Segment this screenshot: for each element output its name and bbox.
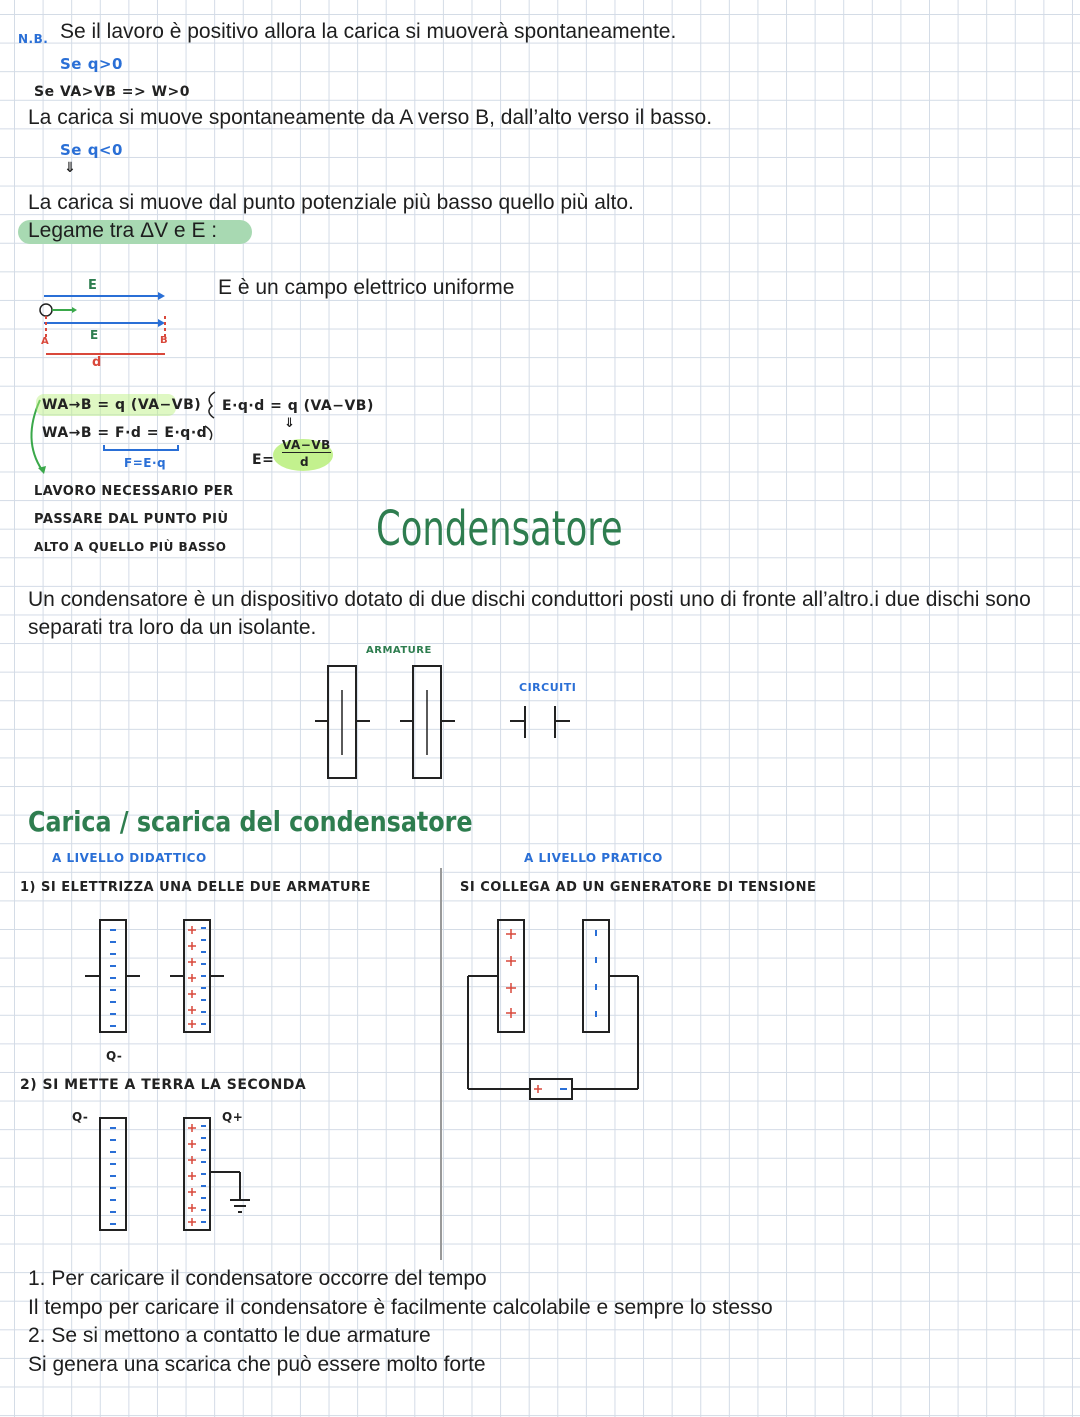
e-top-label: E [88,278,98,293]
formula-w1: WA→B = q (VA−VB) [42,397,202,413]
note-1b: Il tempo per caricare il condensatore è facilmente calcolabile e sempre lo stesso [28,1296,773,1319]
note-1: 1. Per caricare il condensatore occorre del tempo [28,1267,487,1290]
step2-text: 2) SI METTE A TERRA LA SECONDA [20,1077,307,1093]
nb-text: Se il lavoro è positivo allora la carica si muoverà spontaneamente. [60,20,677,43]
condensatore-title: Condensatore [376,501,623,557]
distance-d: d [92,355,102,370]
case-neg-text: La carica si muove dal punto potenziale più basso quello più alto. [28,191,634,214]
formula-e-den: d [300,455,310,469]
lavoro-note-1: LAVORO NECESSARIO PER [34,484,234,499]
e-bottom-label: E [90,328,99,342]
step2-q-plus: Q+ [222,1110,244,1124]
case-pos-text: La carica si muove spontaneamente da A verso B, dall’alto verso il basso. [28,106,713,129]
cond-q-negative: Se q<0 [60,141,123,159]
circuiti-label: CIRCUITI [519,681,577,694]
step1-q-minus: Q- [106,1049,123,1063]
armature-label: ARMATURE [366,645,432,656]
legame-heading: Legame tra ΔV e E : [28,219,218,242]
pratico-text: SI COLLEGA AD UN GENERATORE DI TENSIONE [460,880,817,895]
condensatore-def: Un condensatore è un dispositivo dotato di due dischi conduttori posti uno di fronte all’altro.i due dischi sono separati tra loro da un isolante. [28,588,1031,639]
formula-e-num: VA−VB [282,438,331,452]
step2-q-minus: Q- [72,1110,89,1124]
didattico-label: A LIVELLO DIDATTICO [52,851,207,865]
cond-q-positive: Se q>0 [60,55,123,73]
pratico-label: A LIVELLO PRATICO [524,851,663,865]
down-arrow-icon: ⇓ [64,160,77,176]
nb-label: N.B. [18,32,49,46]
impl-va-vb: Se VA>VB => W>0 [34,84,191,100]
note-2b: Si genera una scarica che può essere molto forte [28,1353,486,1376]
point-a: A [41,336,50,347]
formula-f-note: F=E·q [124,456,167,470]
formula-down-arrow: ⇓ [284,416,296,431]
field-caption: E è un campo elettrico uniforme [218,276,515,299]
carica-scarica-title: Carica / scarica del condensatore [28,805,473,838]
point-b: B [160,335,169,346]
formula-w2: WA→B = F·d = E·q·d [42,425,208,441]
step1-text: 1) SI ELETTRIZZA UNA DELLE DUE ARMATURE [20,880,371,895]
formula-combined: E·q·d = q (VA−VB) [222,398,374,414]
note-2: 2. Se si mettono a contatto le due armature [28,1324,431,1347]
lavoro-note-3: ALTO A QUELLO PIÙ BASSO [34,540,227,554]
formula-e-eq: E= [252,452,275,468]
lavoro-note-2: PASSARE DAL PUNTO PIÙ [34,512,229,527]
